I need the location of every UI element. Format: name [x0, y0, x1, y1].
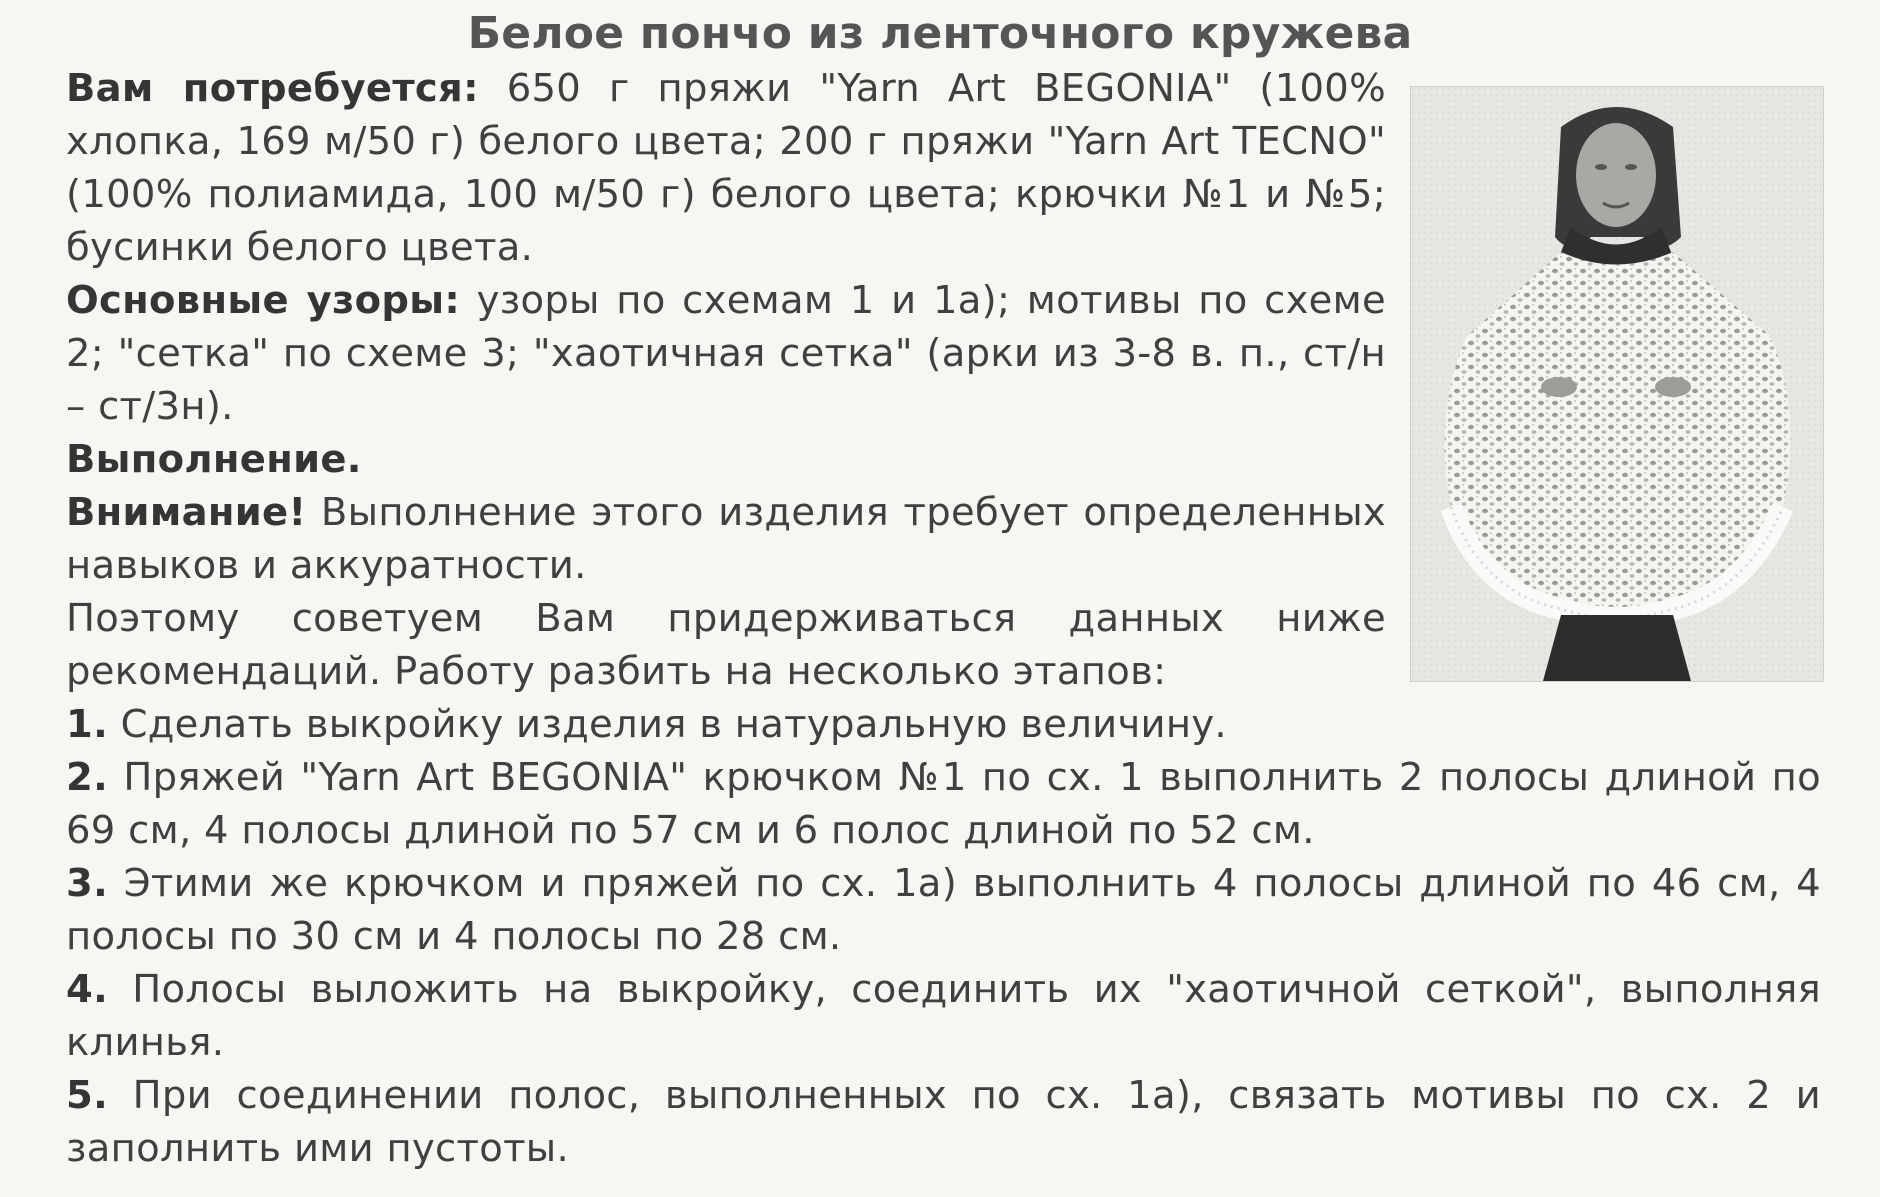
materials-text: 650 г пряжи "Yarn Art BEGONIA" (100% хлопка, 169 м/50 г) белого цвета; 200 г пряжи "Yarn Art TECNO" (100% полиамида, 100 м/50 г) белого цвета; крючки №1 и №5; бусинки белого цвета.: [66, 66, 1386, 270]
advice-paragraph: Поэтому советуем Вам придерживаться данных ниже рекомендаций. Работу разбить на несколько этапов:: [66, 596, 1386, 694]
step-4: [66, 963, 1821, 1069]
step-number: 3.: [66, 861, 109, 906]
materials-paragraph: [66, 62, 1386, 274]
attention-text: Выполнение этого изделия требует определенных навыков и аккуратности.: [66, 490, 1386, 588]
step-text: Сделать выкройку изделия в натуральную величину.: [120, 702, 1227, 747]
step-2: [66, 751, 1821, 857]
instructions-body: [66, 62, 1821, 1175]
step-text: При соединении полос, выполненных по сх. 1а), связать мотивы по сх. 2 и заполнить ими пустоты.: [66, 1073, 1821, 1171]
step-number: 1.: [66, 702, 109, 747]
step-5: [66, 1069, 1821, 1175]
page-title: Белое пончо из ленточного кружева: [467, 8, 1413, 59]
step-3: [66, 857, 1821, 963]
step-text: Этими же крючком и пряжей по сх. 1а) выполнить 4 полосы длиной по 46 см, 4 полосы по 30 см и 4 полосы по 28 см.: [66, 861, 1821, 959]
step-text: Пряжей "Yarn Art BEGONIA" крючком №1 по сх. 1 выполнить 2 полосы длиной по 69 см, 4 полосы длиной по 57 см и 6 полос длиной по 52 см.: [66, 755, 1821, 853]
patterns-paragraph: [66, 274, 1386, 433]
step-number: 2.: [66, 755, 109, 800]
attention-paragraph: [66, 486, 1386, 592]
patterns-text: узоры по схемам 1 и 1а); мотивы по схеме 2; "сетка" по схеме 3; "хаотичная сетка" (арки из 3-8 в. п., ст/н – ст/3н).: [66, 278, 1386, 429]
step-1: [66, 698, 1821, 751]
attention-label: Внимание!: [66, 490, 307, 535]
execution-heading: Выполнение.: [66, 437, 362, 482]
patterns-label: Основные узоры:: [66, 278, 461, 323]
step-number: 5.: [66, 1073, 109, 1118]
step-text: Полосы выложить на выкройку, соединить их "хаотичной сеткой", выполняя клинья.: [66, 967, 1821, 1065]
step-number: 4.: [66, 967, 109, 1012]
materials-label: Вам потребуется:: [66, 66, 479, 111]
